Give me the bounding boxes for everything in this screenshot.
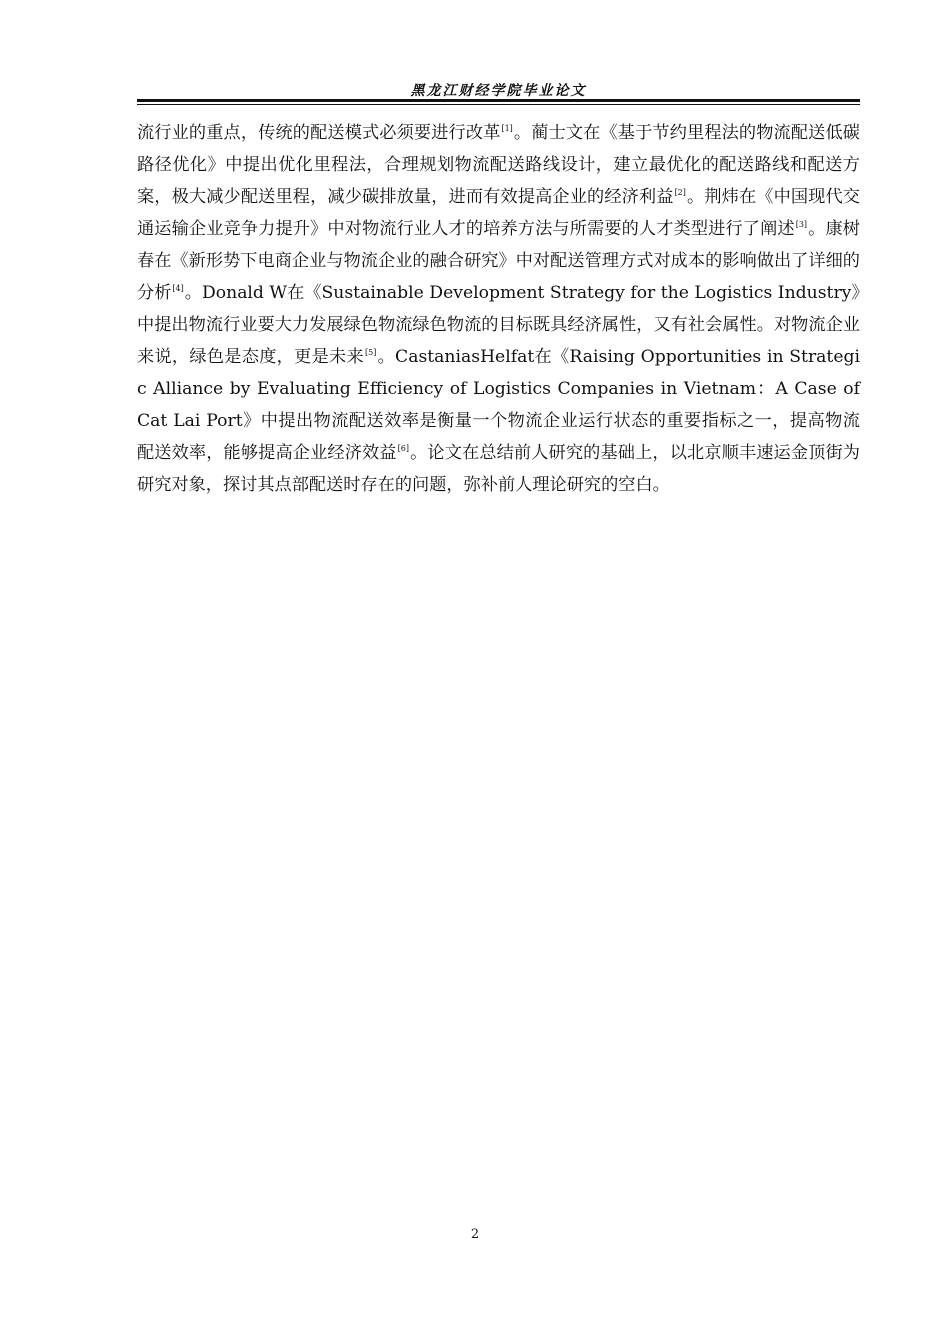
text-run: 。CastaniasHelfat在《Raising Opportunities in Strategic Alliance by Evaluating Efficiency of Logistics Companies in Vietnam：A Case of Cat Lai Port》中提出物流配送效率是衡量一个物流企业运行状态的重要指标之一，提高物流配送效率，能够提高企业经济效益 (137, 347, 860, 463)
text-run: 。蔺士文在《基于节约里程法的物流配送低碳路径优化》中提出优化里程法，合理规划物流配送路线设计，建立最优化的配送路线和配送方案，极大减少配送里程，减少碳排放量，进而有效提高企业的经济利益 (137, 123, 860, 207)
text-run: 流行业的重点，传统的配送模式必须要进行改革 (137, 123, 501, 143)
citation-marker: [5] (364, 348, 377, 357)
text-run: 。康树春在《新形势下电商企业与物流企业的融合研究》中对配送管理方式对成本的影响做出了详细的分析 (137, 219, 860, 303)
citation-marker: [3] (795, 220, 808, 229)
page-number: 2 (470, 1227, 480, 1242)
text-run: 。Donald W在《Sustainable Development Strategy for the Logistics Industry》中提出物流行业要大力发展绿色物流绿色物流的目标既具经济属性，又有社会属性。对物流企业来说，绿色是态度，更是未来 (137, 283, 860, 367)
page-header-title: 黑龙江财经学院毕业论文 (410, 83, 587, 99)
text-run: 。论文在总结前人研究的基础上，以北京顺丰速运金顶街为研究对象，探讨其点部配送时存在的问题，弥补前人理论研究的空白。 (137, 443, 860, 495)
citation-marker: [1] (501, 124, 513, 133)
citation-marker: [6] (397, 444, 409, 453)
header-rule-thick (137, 99, 860, 102)
text-run: 。荆炜在《中国现代交通运输企业竞争力提升》中对物流行业人才的培养方法与所需要的人才类型进行了阐述 (137, 187, 860, 239)
citation-marker: [2] (674, 188, 686, 197)
citation-marker: [4] (172, 284, 184, 293)
body-paragraph (137, 117, 860, 501)
header-rule-thin (137, 104, 860, 105)
